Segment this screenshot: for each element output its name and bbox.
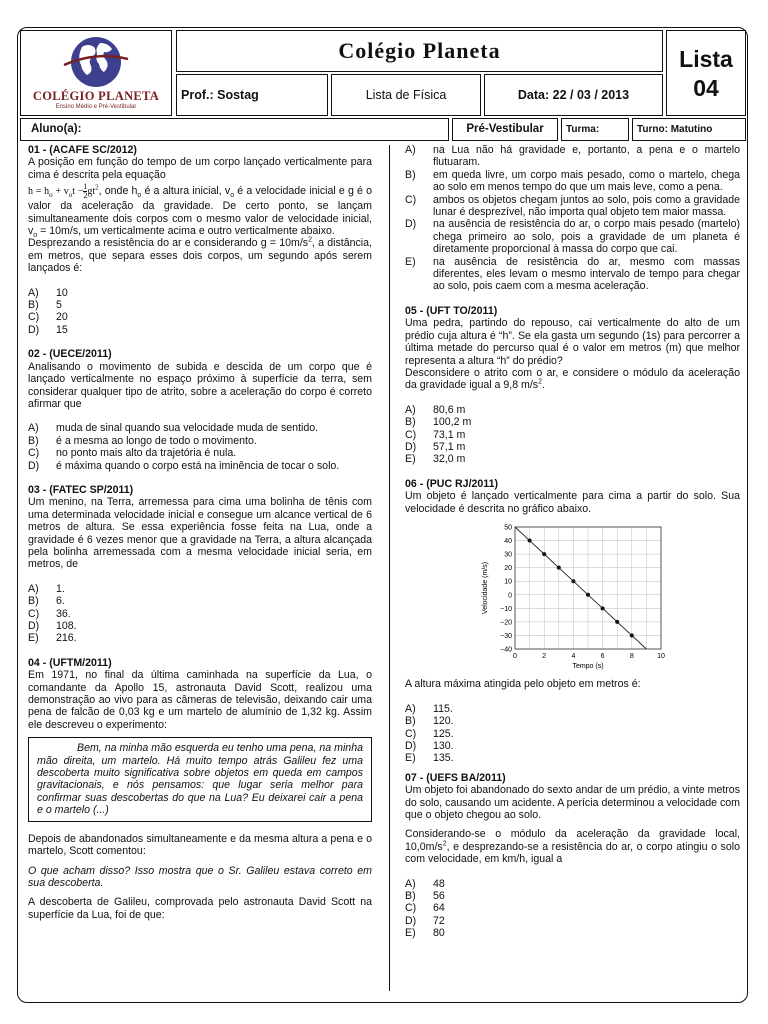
data-point — [586, 593, 590, 597]
question-6-text: Um objeto é lançado verticalmente para cima a partir do solo. Sua velocidade é descrita no gráfico abaixo. — [405, 490, 740, 515]
option-letter: D) — [405, 740, 417, 752]
question-7-header: 07 - (UEFS BA/2011) — [405, 771, 506, 784]
option-letter: A) — [405, 144, 416, 156]
answer-option — [405, 441, 740, 453]
y-tick-label: 40 — [504, 538, 512, 546]
question-6-prompt: A altura máxima atingida pelo objeto em metros é: — [405, 678, 641, 691]
course-label: Pré-Vestibular — [452, 118, 558, 141]
option-letter: A) — [405, 877, 416, 890]
y-axis-label: Velocidade (m/s) — [482, 561, 489, 615]
answer-option — [28, 287, 372, 299]
y-tick-label: −40 — [500, 646, 512, 654]
x-tick-label: 10 — [657, 652, 665, 660]
list-label: Lista — [679, 46, 733, 72]
y-tick-label: 50 — [504, 524, 512, 532]
option-text: 20 — [56, 311, 68, 324]
answer-option — [405, 256, 740, 293]
option-letter: C) — [405, 902, 417, 915]
answer-option — [405, 927, 740, 939]
option-letter: B) — [28, 595, 39, 608]
question-4-header: 04 - (UFTM/2011) — [28, 656, 112, 669]
question-1-text: A posição em função do tempo de um corpo lançado verticalmente para cima é descrita pela equação — [28, 156, 372, 181]
answer-option — [405, 429, 740, 441]
question-1-header: 01 - (ACAFE SC/2012) — [28, 144, 137, 156]
question-2-header: 02 - (UECE/2011) — [28, 348, 112, 361]
y-tick-label: −20 — [500, 619, 512, 627]
option-text: 73,1 m — [433, 428, 466, 441]
option-letter: B) — [405, 890, 416, 903]
data-point — [528, 539, 532, 543]
option-text: ambos os objetos chegam juntos ao solo, pois como a gravidade lunar é desprezível, não importa qual objeto tem maior massa. — [433, 193, 740, 219]
option-letter: B) — [28, 434, 39, 447]
option-letter: C) — [28, 447, 40, 460]
option-text: no ponto mais alto da trajetória é nula. — [56, 447, 237, 460]
option-text: 100,2 m — [433, 416, 472, 429]
data-point — [542, 552, 546, 556]
answer-option — [405, 915, 740, 927]
data-point — [557, 566, 561, 570]
answer-option — [28, 632, 372, 644]
subject-label: Lista de Física — [331, 74, 481, 116]
answer-option — [28, 595, 372, 607]
answer-option — [405, 728, 740, 740]
right-column — [405, 144, 740, 940]
option-text: em queda livre, um corpo mais pesado, como o martelo, chega ao solo em menos tempo do que um mais leve, como a pena. — [433, 168, 740, 194]
student-name-field[interactable]: Aluno(a): — [20, 118, 449, 141]
question-3-header: 03 - (FATEC SP/2011) — [28, 483, 134, 496]
data-point — [615, 620, 619, 624]
x-tick-label: 8 — [629, 652, 634, 660]
option-letter: A) — [28, 582, 39, 595]
globe-icon — [56, 33, 136, 91]
option-letter: D) — [28, 620, 40, 632]
option-text: 80,6 m — [433, 403, 466, 416]
velocity-line — [515, 527, 646, 649]
answer-option — [405, 715, 740, 727]
answer-option — [405, 404, 740, 416]
list-number: 04 — [693, 75, 719, 101]
question-4-options — [405, 144, 740, 293]
option-letter: A) — [405, 702, 416, 715]
answer-option — [28, 311, 372, 323]
option-text: 57,1 m — [433, 440, 466, 453]
option-letter: B) — [28, 299, 39, 312]
question-1-options — [28, 287, 372, 337]
option-letter: C) — [28, 311, 40, 324]
option-text: 64 — [433, 902, 445, 915]
answer-option — [28, 422, 372, 434]
question-4-text: Em 1971, no final da última caminhada na superfície da Lua, o comandante da Apollo 15, astronauta David Scott, realizou uma demonstração ao vivo para as câmeras de televisão, deixando cair uma pena de falcão de 0,03 kg e um martelo de alumínio de 1,32 kg. Assim ele descreveu o experimento: — [28, 669, 372, 731]
option-letter: D) — [405, 440, 417, 453]
page-title: Colégio Planeta — [176, 30, 663, 72]
question-1-equation-text: $h = h_o + v_ot$ − $\frac{1}{2}$ $gt^2$, onde $h_o$ é a altura inicial, $v_o$ é a velocidade inicial e g é o valor da aceleração da gravidade. De certo ponto, se lançam simultaneamente dois corpos com o mesmo valor de velocidade inicial, $v_o = 10m/s$, um verticalmente acima e outro verticalmente abaixo. — [28, 182, 372, 240]
option-letter: A) — [28, 422, 39, 435]
option-letter: D) — [405, 218, 417, 231]
data-point — [571, 579, 575, 583]
y-tick-label: 30 — [504, 551, 512, 559]
x-tick-label: 2 — [542, 652, 547, 660]
option-letter: C) — [405, 193, 417, 206]
answer-option — [28, 460, 372, 472]
question-4-prompt: A descoberta de Galileu, comprovada pelo astronauta David Scott na superfície da Lua, foi de que: — [28, 896, 372, 921]
question-4-text-2: Depois de abandonados simultaneamente e da mesma altura a pena e o martelo, Scott comentou: — [28, 832, 372, 858]
option-letter: E) — [405, 752, 416, 765]
option-letter: B) — [405, 715, 416, 728]
class-field[interactable]: Turma: — [561, 118, 629, 141]
logo-name: COLÉGIO PLANETA — [32, 89, 160, 103]
option-letter: D) — [28, 323, 40, 336]
y-tick-label: 20 — [504, 565, 512, 573]
question-3-options — [28, 583, 372, 645]
option-letter: B) — [405, 416, 416, 429]
answer-option — [405, 740, 740, 752]
logo-subtitle: Ensino Médio e Pré-Vestibular — [55, 104, 137, 110]
option-text: muda de sinal quando sua velocidade muda de sentido. — [56, 422, 319, 435]
option-text: 32,0 m — [433, 453, 466, 466]
question-7-options — [405, 878, 740, 940]
answer-option — [405, 218, 740, 255]
option-text: 15 — [56, 323, 68, 336]
option-text: 130. — [433, 740, 454, 752]
option-text: é máxima quando o corpo está na iminência de tocar o solo. — [56, 459, 340, 472]
x-axis-label: Tempo (s) — [572, 662, 604, 670]
option-text: na Lua não há gravidade e, portanto, a pena e o martelo flutuaram. — [433, 144, 740, 169]
answer-option — [405, 902, 740, 914]
answer-option — [28, 620, 372, 632]
option-text: 108. — [56, 620, 77, 632]
option-text: 1. — [56, 582, 65, 595]
answer-option — [28, 583, 372, 595]
y-tick-label: −10 — [500, 605, 512, 613]
answer-option — [405, 416, 740, 428]
answer-option — [405, 703, 740, 715]
x-tick-label: 4 — [571, 652, 576, 660]
question-5-text: Uma pedra, partindo do repouso, cai verticalmente do alto de um prédio cuja altura é “h”. Se ela gasta um segundo (1s) para percorrer a última metade do percurso qual é o valor em metros (m) que melhor representa a altura “h” do prédio? — [405, 317, 740, 367]
y-tick-label: 0 — [508, 592, 512, 600]
y-tick-label: 10 — [504, 578, 512, 586]
question-4-quote: Bem, na minha mão esquerda eu tenho uma pena, na minha mão direita, um martelo. Há muito tempo atrás Galileu fez uma descoberta muito significativa sobre objetos em queda em campos gravitacionais, e nós pensamos: que lugar seria melhor para confirmar suas descobertas do que na Lua? Eu deixarei cair a pena e o martelo (...) — [28, 737, 372, 821]
option-letter: D) — [405, 914, 417, 927]
velocity-chart — [475, 521, 740, 674]
answer-option — [28, 324, 372, 336]
option-text: 216. — [56, 632, 77, 645]
question-5-options — [405, 404, 740, 466]
x-tick-label: 6 — [600, 652, 605, 660]
velocity-time-graph — [475, 521, 675, 671]
equation: $h = h_o + v_ot$ − $\frac{1}{2}$ $gt^2$ — [28, 182, 99, 201]
option-text: 6. — [56, 595, 65, 608]
option-text: na ausência de resistência do ar, o corpo mais pesado (martelo) chega primeiro ao solo, pois a gravidade de um planeta é diretamente proporcional à massa do corpo que cai. — [433, 218, 740, 256]
question-5-header: 05 - (UFT TO/2011) — [405, 304, 498, 317]
question-2-options — [28, 422, 372, 472]
option-text: 120. — [433, 715, 454, 728]
answer-option — [28, 608, 372, 620]
answer-option — [405, 144, 740, 169]
list-number-box — [666, 30, 746, 116]
data-point — [630, 633, 634, 637]
option-letter: C) — [405, 727, 417, 740]
option-text: 72 — [433, 914, 445, 927]
answer-option — [405, 194, 740, 219]
date-label: Data: 22 / 03 / 2013 — [484, 74, 663, 116]
option-letter: A) — [28, 286, 39, 299]
question-2-text: Analisando o movimento de subida e descida de um corpo que é lançado verticalmente no espaço próximo à superfície da terra, sem considerar qualquer tipo de atrito, sobre a aceleração do corpo é correto afirmar que — [28, 360, 372, 410]
teacher-name: Prof.: Sostag — [176, 74, 328, 116]
option-text: 36. — [56, 607, 71, 620]
y-tick-label: −30 — [500, 632, 512, 640]
left-column — [28, 144, 372, 921]
option-text: 125. — [433, 727, 454, 740]
answer-option — [405, 890, 740, 902]
option-letter: E) — [405, 453, 416, 466]
answer-option — [405, 453, 740, 465]
x-tick-label: 0 — [513, 652, 517, 660]
question-6-header: 06 - (PUC RJ/2011) — [405, 477, 499, 490]
answer-option — [28, 447, 372, 459]
question-1-prompt: Desprezando a resistência do ar e considerando $g = 10m/s^2$, a distância, em metros, que separa esses dois corpos, um segundo após serem lançados é: — [28, 236, 372, 275]
school-logo — [20, 30, 172, 116]
option-text: é a mesma ao longo de todo o movimento. — [56, 434, 257, 447]
option-letter: B) — [405, 168, 416, 181]
option-text: 56 — [433, 890, 445, 903]
question-5-prompt: Desconsidere o atrito com o ar, e considere o módulo da aceleração da gravidade igual a 9,8 $m/s^2$. — [405, 366, 740, 392]
option-text: 115. — [433, 702, 453, 715]
question-6-options — [405, 703, 740, 765]
option-letter: E) — [405, 255, 416, 268]
option-text: 80 — [433, 927, 445, 940]
option-letter: D) — [28, 459, 40, 472]
option-text: 135. — [433, 752, 454, 765]
data-point — [601, 606, 605, 610]
answer-option — [28, 435, 372, 447]
option-letter: A) — [405, 403, 416, 416]
answer-option — [405, 752, 740, 764]
column-divider — [389, 145, 390, 991]
question-7-text: Um objeto foi abandonado do sexto andar de um prédio, a vinte metros do solo, causando um acidente. A perícia determinou a velocidade com que o objeto chegou ao solo. — [405, 784, 740, 822]
option-text: 10 — [56, 286, 68, 299]
shift-label: Turno: Matutino — [632, 118, 746, 141]
option-text: 48 — [433, 877, 445, 890]
option-letter: C) — [405, 428, 417, 441]
option-text: 5 — [56, 299, 62, 312]
question-3-text: Um menino, na Terra, arremessa para cima uma bolinha de tênis com uma determinada velocidade inicial e consegue um alcance vertical de 6 metros de altura. Se essa experiência fosse feita na Lua, onde a gravidade é 6 vezes menor que a gravidade na Terra, a altura alcançada pela bolinha arremessada com a mesma velocidade inicial seria, em metros, de — [28, 496, 372, 571]
question-4-scott-comment: O que acham disso? Isso mostra que o Sr. Galileu estava correto em sua descoberta. — [28, 864, 372, 889]
option-letter: E) — [405, 927, 416, 940]
option-letter: C) — [28, 607, 40, 620]
answer-option — [405, 878, 740, 890]
answer-option — [28, 299, 372, 311]
question-7-prompt: Considerando-se o módulo da aceleração da gravidade local, $10,0m/s^2$, e desprezando-se a resistência do ar, o corpo atingiu o solo com velocidade, em km/h, igual a — [405, 828, 740, 866]
option-text: na ausência de resistência do ar, mesmo com massas diferentes, eles levam o mesmo intervalo de tempo para chegar ao solo, pois caem com a mesma aceleração. — [433, 255, 740, 293]
answer-option — [405, 169, 740, 194]
option-letter: E) — [28, 632, 39, 645]
